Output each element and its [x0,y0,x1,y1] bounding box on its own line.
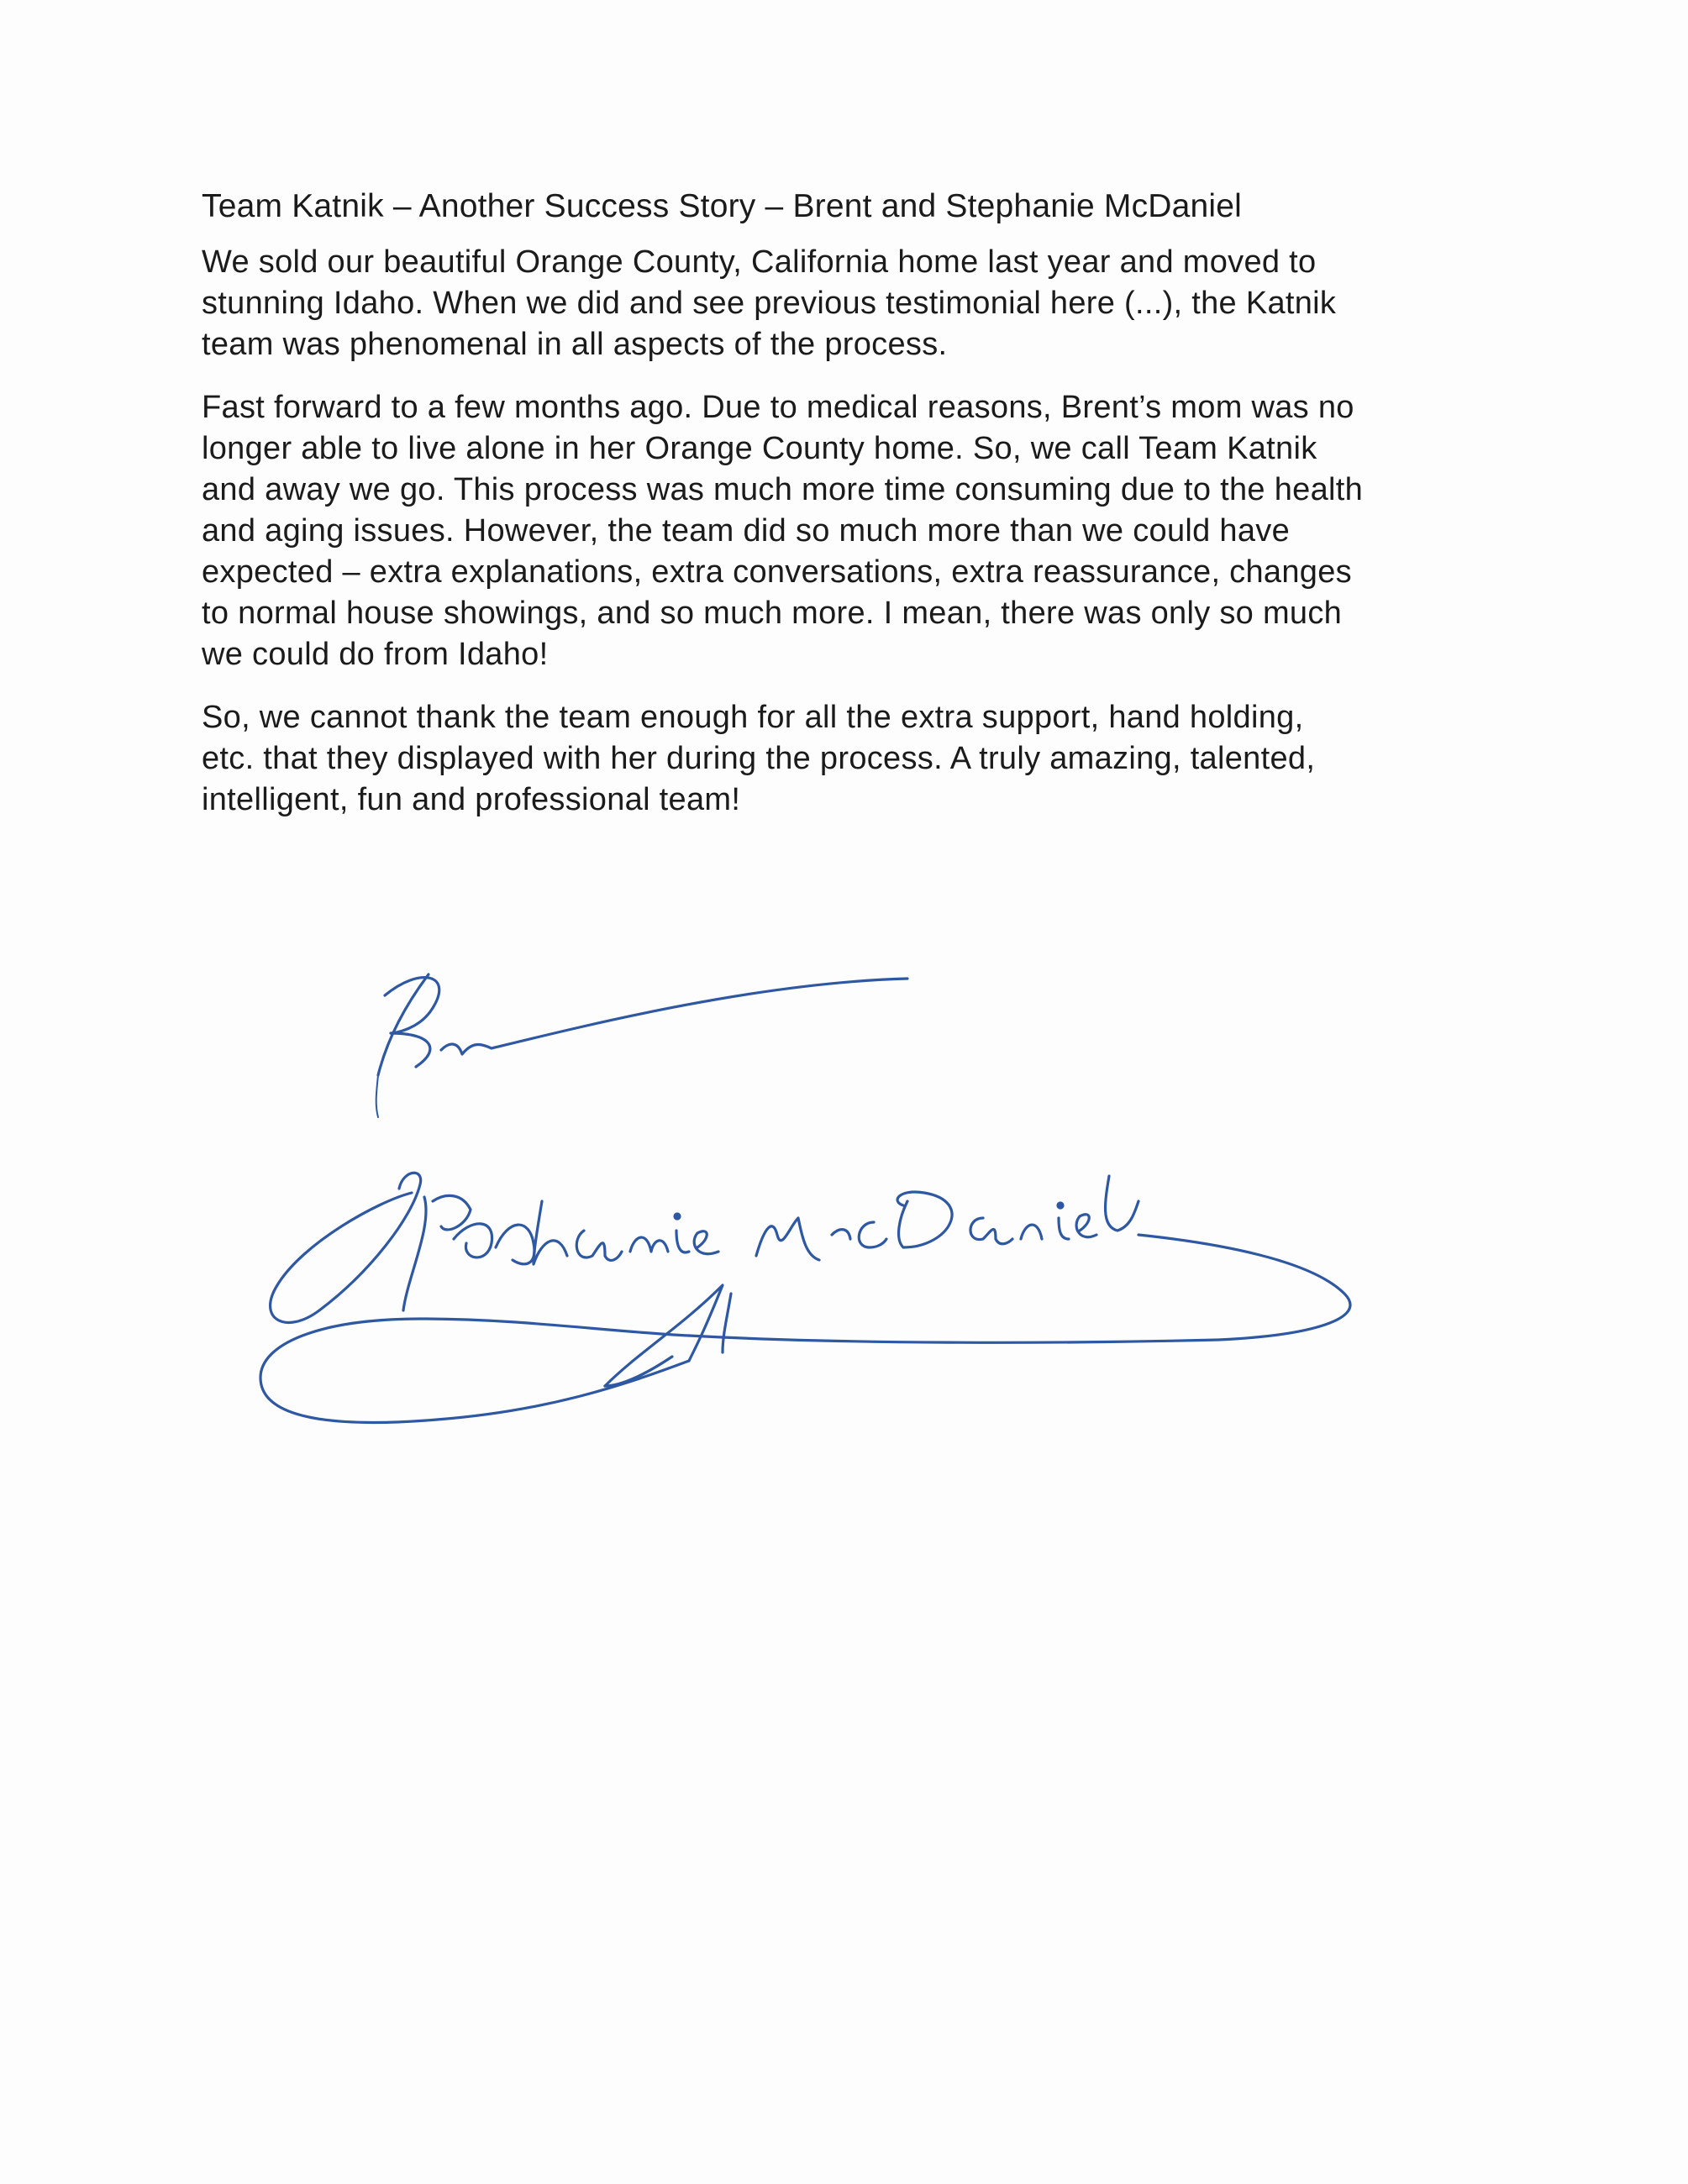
handwritten-signature [252,949,1470,1520]
paragraph-3: So, we cannot thank the team enough for all the extra support, hand holding, etc. that they displayed with her during the process. A truly amazing, talented, intelligent, fun and professional team! [202,700,1316,817]
letter-body [202,183,1512,843]
signature-drawing [252,949,1470,1520]
letter-title: Team Katnik – Another Success Story – Brent and Stephanie McDaniel [202,188,1243,224]
paragraph-1: We sold our beautiful Orange County, California home last year and moved to stunning Idaho. When we did and see previous testimonial here (...), the Katnik team was phenomenal in all aspects of the process. [202,244,1337,362]
paragraph-2: Fast forward to a few months ago. Due to medical reasons, Brent’s mom was no longer able to live alone in her Orange County home. So, we call Team Katnik and away we go. This process was much more time consuming due to the health and aging issues. However, the team did so much more than we could have expected – extra explanations, extra conversations, extra reassurance, changes to normal house showings, and so much more. I mean, there was only so much we could do from Idaho! [202,390,1364,672]
